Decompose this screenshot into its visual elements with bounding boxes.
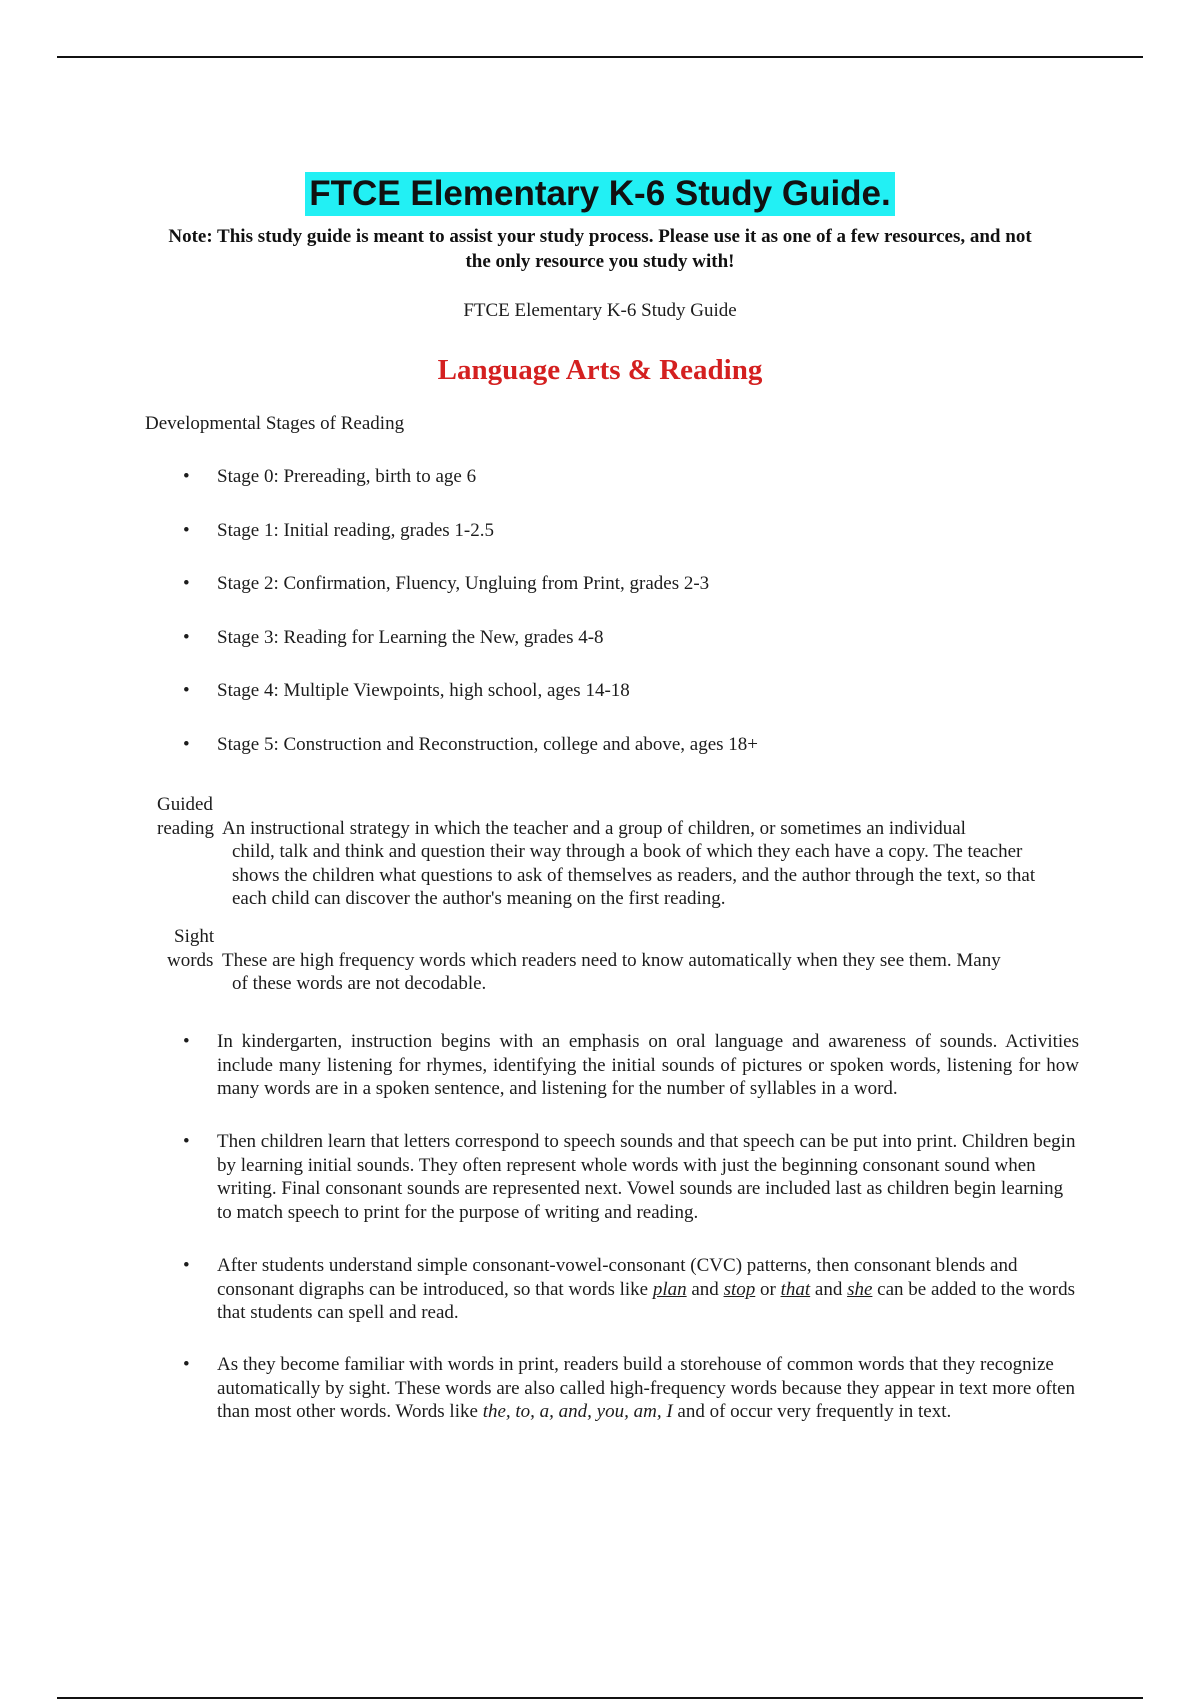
top-rule: [57, 56, 1143, 58]
bullet-icon: •: [183, 1131, 190, 1152]
bullet-icon: •: [183, 466, 190, 487]
stage-text: Stage 1: Initial reading, grades 1-2.5: [217, 519, 495, 541]
study-note: Note: This study guide is meant to assist your study process. Please use it as one of a few resources, and not the only resource you study with!: [168, 226, 1032, 272]
bullet-icon: •: [183, 1255, 190, 1276]
title-container: [0, 172, 1200, 216]
bullet-icon: •: [183, 680, 190, 701]
term-label: reading: [157, 817, 214, 839]
bullet-icon: •: [183, 573, 190, 594]
term-label: words: [167, 949, 214, 971]
stage-text: Stage 2: Confirmation, Fluency, Ungluing from Print, grades 2-3: [217, 573, 710, 594]
stage-text: Stage 3: Reading for Learning the New, grades 4-8: [217, 626, 604, 648]
document-subtitle: FTCE Elementary K-6 Study Guide: [463, 300, 737, 321]
definition-text: These are high frequency words which readers need to know automatically when they see them. Many: [222, 949, 1001, 971]
stage-text: Stage 5: Construction and Reconstruction, college and above, ages 18+: [217, 733, 758, 755]
bullet-icon: •: [183, 519, 190, 541]
term-label: Sight: [174, 926, 215, 947]
bullet-icon: •: [183, 1354, 190, 1375]
document-title: FTCE Elementary K-6 Study Guide.: [305, 172, 895, 216]
definition-text: An instructional strategy in which the teacher and a group of children, or sometimes an individual: [222, 817, 966, 839]
bullet-icon: •: [183, 733, 190, 755]
section-heading: Language Arts & Reading: [437, 354, 763, 386]
term-label: Guided: [157, 794, 213, 815]
bottom-rule: [57, 1697, 1143, 1699]
stage-text: Stage 0: Prereading, birth to age 6: [217, 466, 477, 487]
stage-text: Stage 4: Multiple Viewpoints, high school, ages 14-18: [217, 680, 630, 701]
bullet-text: After students understand simple consonant-vowel-consonant (CVC) patterns, then consonant blends and consonant digraphs can be introduced, so that words like plan and stop or that and she can be added to the words that students can spell and read.: [217, 1255, 1076, 1323]
definition-text: of these words are not decodable.: [232, 973, 487, 994]
stages-heading: Developmental Stages of Reading: [145, 413, 405, 434]
definition-text: child, talk and think and question their way through a book of which they each have a copy. The teacher shows the children what questions to ask of themselves as readers, and the author through the text, so that each child can discover the author's meaning on the first reading.: [232, 841, 1036, 909]
bullet-text: In kindergarten, instruction begins with an emphasis on oral language and awareness of sounds. Activities include many listening for rhymes, identifying the initial sounds of pictures or spoken words, listening for how many words are in a spoken sentence, and listening for the number of syllables in a word.: [217, 1031, 1079, 1099]
bullet-icon: •: [183, 626, 190, 648]
bullet-text: As they become familiar with words in print, readers build a storehouse of common words that they recognize automatically by sight. These words are also called high-frequency words because they appear in text more often than most other words. Words like the, to, a, and, you, am, I and of occur very frequently in text.: [217, 1354, 1076, 1422]
bullet-icon: •: [183, 1031, 190, 1052]
bullet-text: Then children learn that letters correspond to speech sounds and that speech can be put into print. Children begin by learning initial sounds. They often represent whole words with just the beginning consonant sound when writing. Final consonant sounds are represented next. Vowel sounds are included last as children begin learning to match speech to print for the purpose of writing and reading.: [217, 1131, 1076, 1223]
